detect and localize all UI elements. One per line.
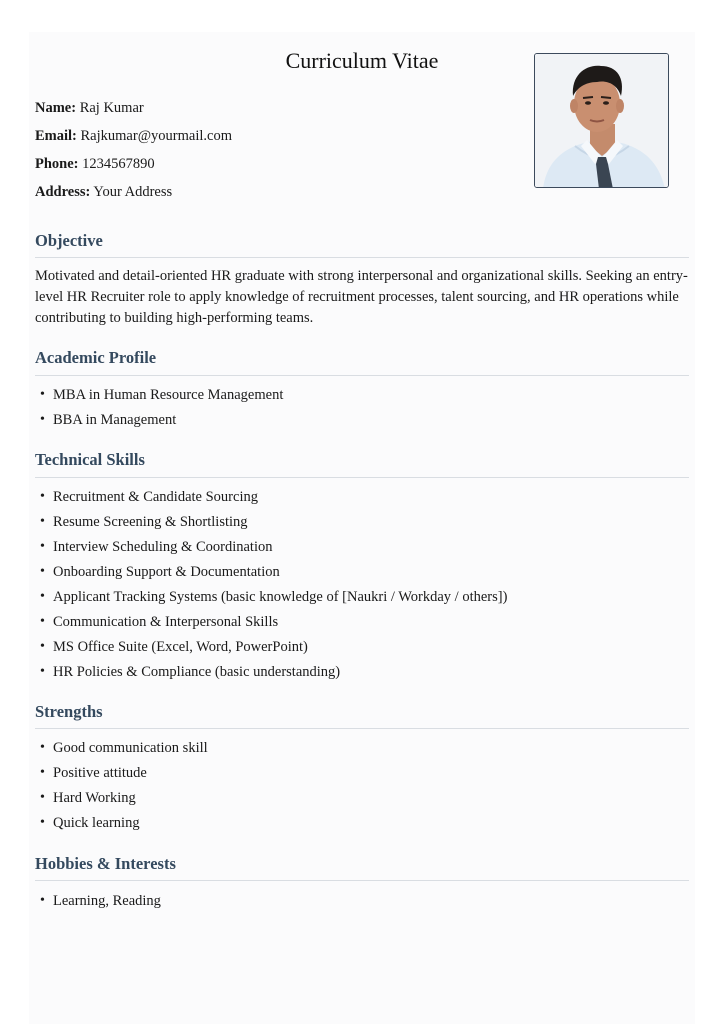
objective-text: Motivated and detail-oriented HR graduate with strong interpersonal and organizational skills. Seeking an entry-level HR Recruiter role to apply knowledge of recruitment processes, talent sourcing, and HR operations while contributing to building high-performing teams.	[35, 268, 688, 326]
list-item: • Resume Screening & Shortlisting	[35, 511, 507, 536]
address-label: Address:	[35, 184, 91, 200]
strengths-heading: Strengths	[35, 702, 103, 721]
list-item: • HR Policies & Compliance (basic understanding)	[35, 661, 507, 686]
phone-label: Phone:	[35, 156, 79, 172]
list-item: • Good communication skill	[35, 737, 208, 762]
academic-heading: Academic Profile	[35, 348, 157, 367]
list-item: • Positive attitude	[35, 762, 208, 787]
page-title: Curriculum Vitae	[285, 48, 439, 73]
list-item: • Recruitment & Candidate Sourcing	[35, 486, 507, 511]
email-value: Rajkumar@yourmail.com	[80, 128, 232, 144]
list-item: • MS Office Suite (Excel, Word, PowerPoint)	[35, 636, 507, 661]
email-label: Email:	[35, 128, 77, 144]
list-item: • Interview Scheduling & Coordination	[35, 536, 507, 561]
list-item: • Hard Working	[35, 787, 208, 812]
name-label: Name:	[35, 100, 77, 116]
list-item: • BBA in Management	[35, 409, 283, 434]
list-item: • Communication & Interpersonal Skills	[35, 611, 507, 636]
list-item: • MBA in Human Resource Management	[35, 384, 283, 409]
technical-divider	[35, 477, 689, 478]
contact-address-row	[35, 181, 232, 209]
profile-photo-illustration	[535, 54, 669, 188]
name-value: Raj Kumar	[79, 100, 144, 116]
technical-heading: Technical Skills	[35, 450, 145, 469]
contact-phone-row	[35, 153, 232, 181]
profile-photo	[534, 53, 669, 188]
academic-list	[35, 384, 283, 434]
technical-list	[35, 486, 507, 686]
objective-heading: Objective	[35, 231, 103, 250]
contact-name-row	[35, 97, 232, 125]
list-item: • Quick learning	[35, 812, 208, 837]
objective-divider	[35, 257, 689, 258]
list-item: • Applicant Tracking Systems (basic knowledge of [Naukri / Workday / others])	[35, 586, 507, 611]
academic-divider	[35, 375, 689, 376]
address-value: Your Address	[93, 184, 173, 200]
list-item: • Learning, Reading	[35, 890, 161, 915]
strengths-divider	[35, 728, 689, 729]
strengths-list	[35, 737, 208, 837]
contact-block	[35, 97, 232, 209]
hobbies-heading: Hobbies & Interests	[35, 854, 176, 873]
hobbies-divider	[35, 880, 689, 881]
contact-email-row	[35, 125, 232, 153]
hobbies-list	[35, 890, 161, 915]
list-item: • Onboarding Support & Documentation	[35, 561, 507, 586]
phone-value: 1234567890	[82, 156, 155, 172]
